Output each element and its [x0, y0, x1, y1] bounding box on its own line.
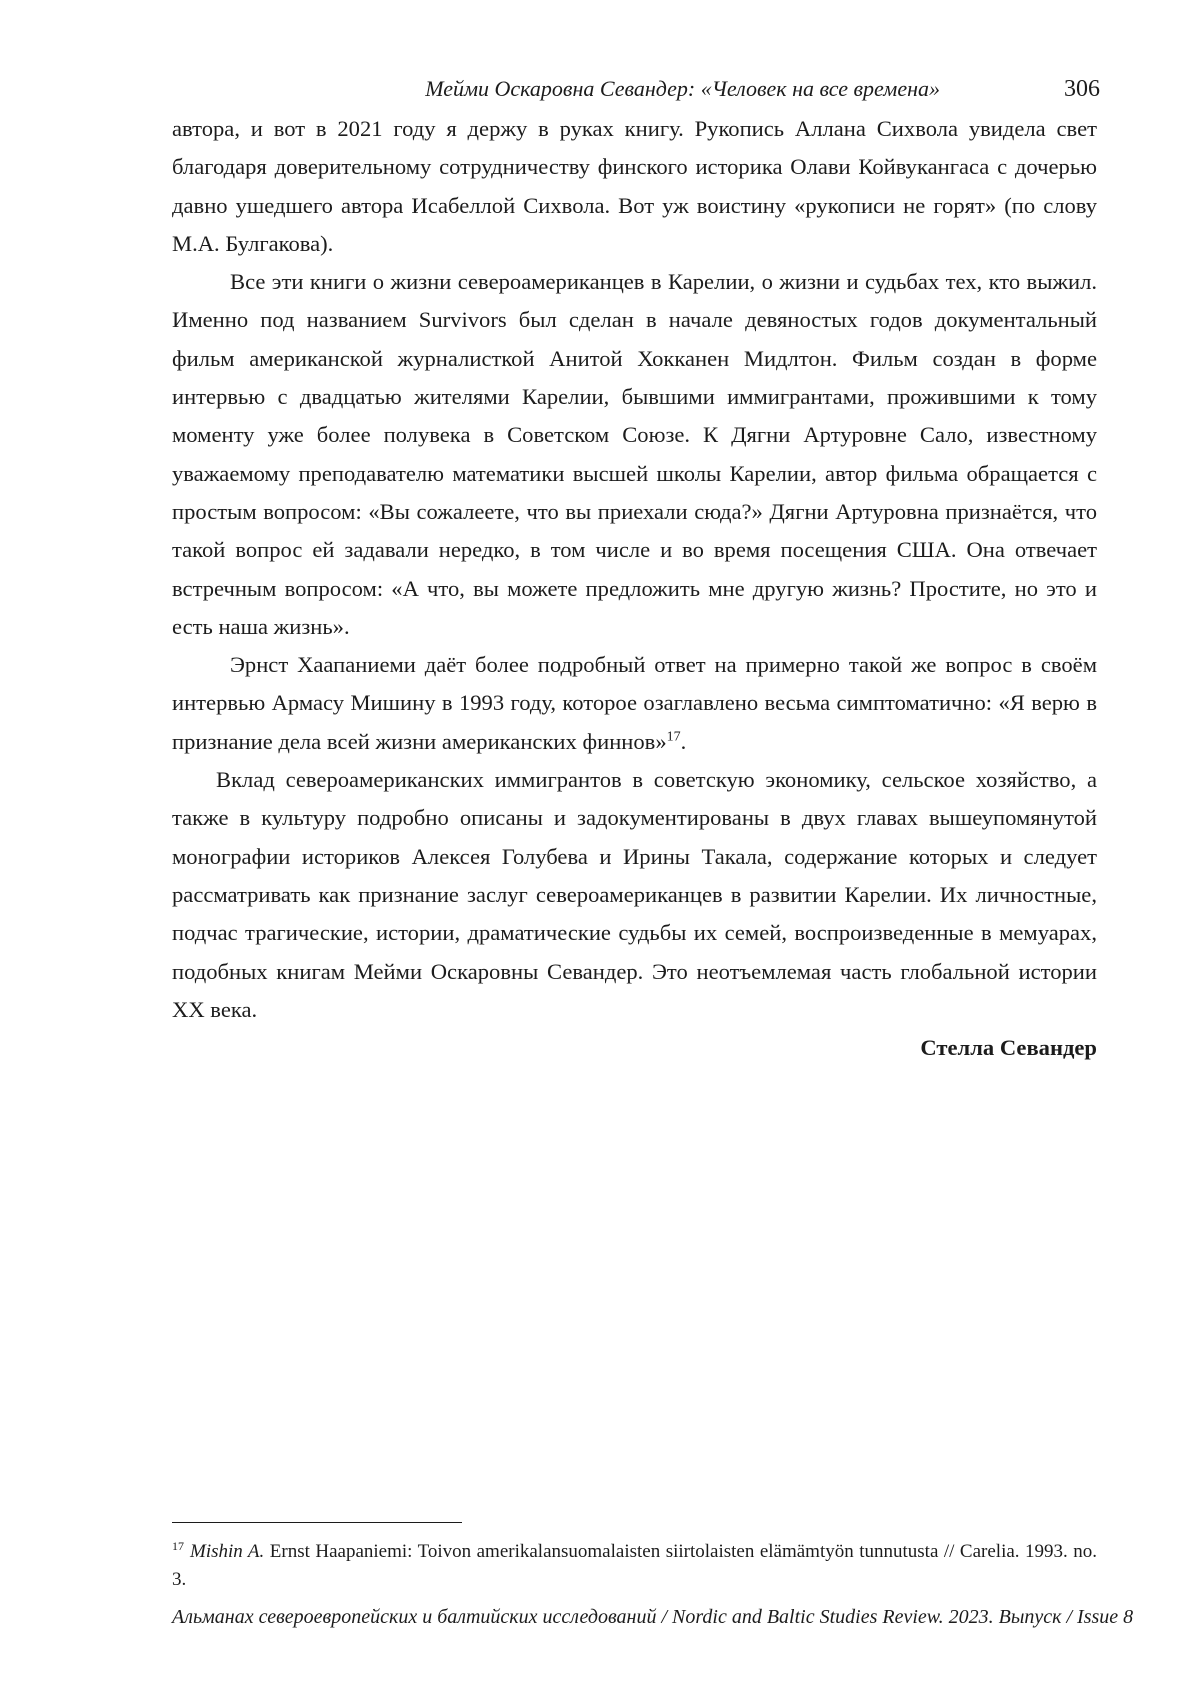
running-header — [170, 72, 1100, 106]
journal-footer: Альманах североевропейских и балтийских исследований / Nordic and Baltic Studies Review. 2023. Выпуск / Issue 8 — [172, 1606, 1134, 1628]
footnote-author: Mishin A. — [190, 1541, 265, 1562]
footnote-divider — [172, 1522, 462, 1523]
paragraph-survivors: Все эти книги о жизни североамериканцев в Карелии, о жизни и судьбах тех, кто выжил. Именно под названием Survivors был сделан в начале девяностых годов документальный фильм американской журналисткой Анитой Хокканен Мидлтон. Фильм создан в форме интервью с двадцатью жителями Карелии, бывшими иммигрантами, прожившими к тому моменту уже более полувека в Советском Союзе. К Дягни Артуровне Сало, известному уважаемому преподавателю математики высшей школы Карелии, автор фильма обращается с простым вопросом: «Вы сожалеете, что вы приехали сюда?» Дягни Артуровна признаётся, что такой вопрос ей задавали нередко, в том числе и во время посещения США. Она отвечает встречным вопросом: «А что, вы можете предложить мне другую жизнь? Простите, но это и есть наша жизнь». — [172, 269, 1097, 639]
paragraph-contribution: Вклад североамериканских иммигрантов в советскую экономику, сельское хозяйство, а также в культуру подробно описаны и задокументированы в двух главах вышеупомянутой монографии историков Алексея Голубева и Ирины Такала, содержание которых и следует рассматривать как признание заслуг североамериканцев в развитии Карелии. Их личностные, подчас трагические, истории, драматические судьбы их семей, воспроизведенные в мемуарах, подобных книгам Мейми Оскаровны Севандер. Это неотъемлемая часть глобальной истории XX века. — [172, 767, 1097, 1022]
paragraph-continuation: автора, и вот в 2021 году я держу в руках книгу. Рукопись Аллана Сихвола увидела свет благодаря доверительному сотрудничеству финского историка Олави Койвукангаса с дочерью давно ушедшего автора Исабеллой Сихвола. Вот уж воистину «рукописи не горят» (по слову М.А. Булгакова). — [172, 116, 1097, 256]
footnote — [172, 1538, 1097, 1594]
article-body — [172, 110, 1097, 1067]
running-title: Мейми Оскаровна Севандер: «Человек на все времена» — [425, 76, 940, 101]
footnote-reference[interactable]: 17 — [666, 729, 681, 745]
footnote-text: Ernst Haapaniemi: Toivon amerikalansuomalaisten siirtolaisten elämämtyön tunnutusta // Carelia. 1993. no. 3. — [172, 1541, 1097, 1590]
footnote-number: 17 — [172, 1538, 184, 1553]
author-signature: Стелла Севандер — [920, 1035, 1097, 1061]
page-number: 306 — [1064, 76, 1100, 102]
paragraph-haapaniemi-text: Эрнст Хаапаниеми даёт более подробный ответ на примерно такой же вопрос в своём интервью Армасу Мишину в 1993 году, которое озаглавлено весьма симптоматично: «Я верю в признание дела всей жизни американских финнов» — [172, 652, 1097, 754]
paragraph-haapaniemi — [172, 646, 1097, 761]
paragraph-haapaniemi-end: . — [680, 728, 687, 754]
